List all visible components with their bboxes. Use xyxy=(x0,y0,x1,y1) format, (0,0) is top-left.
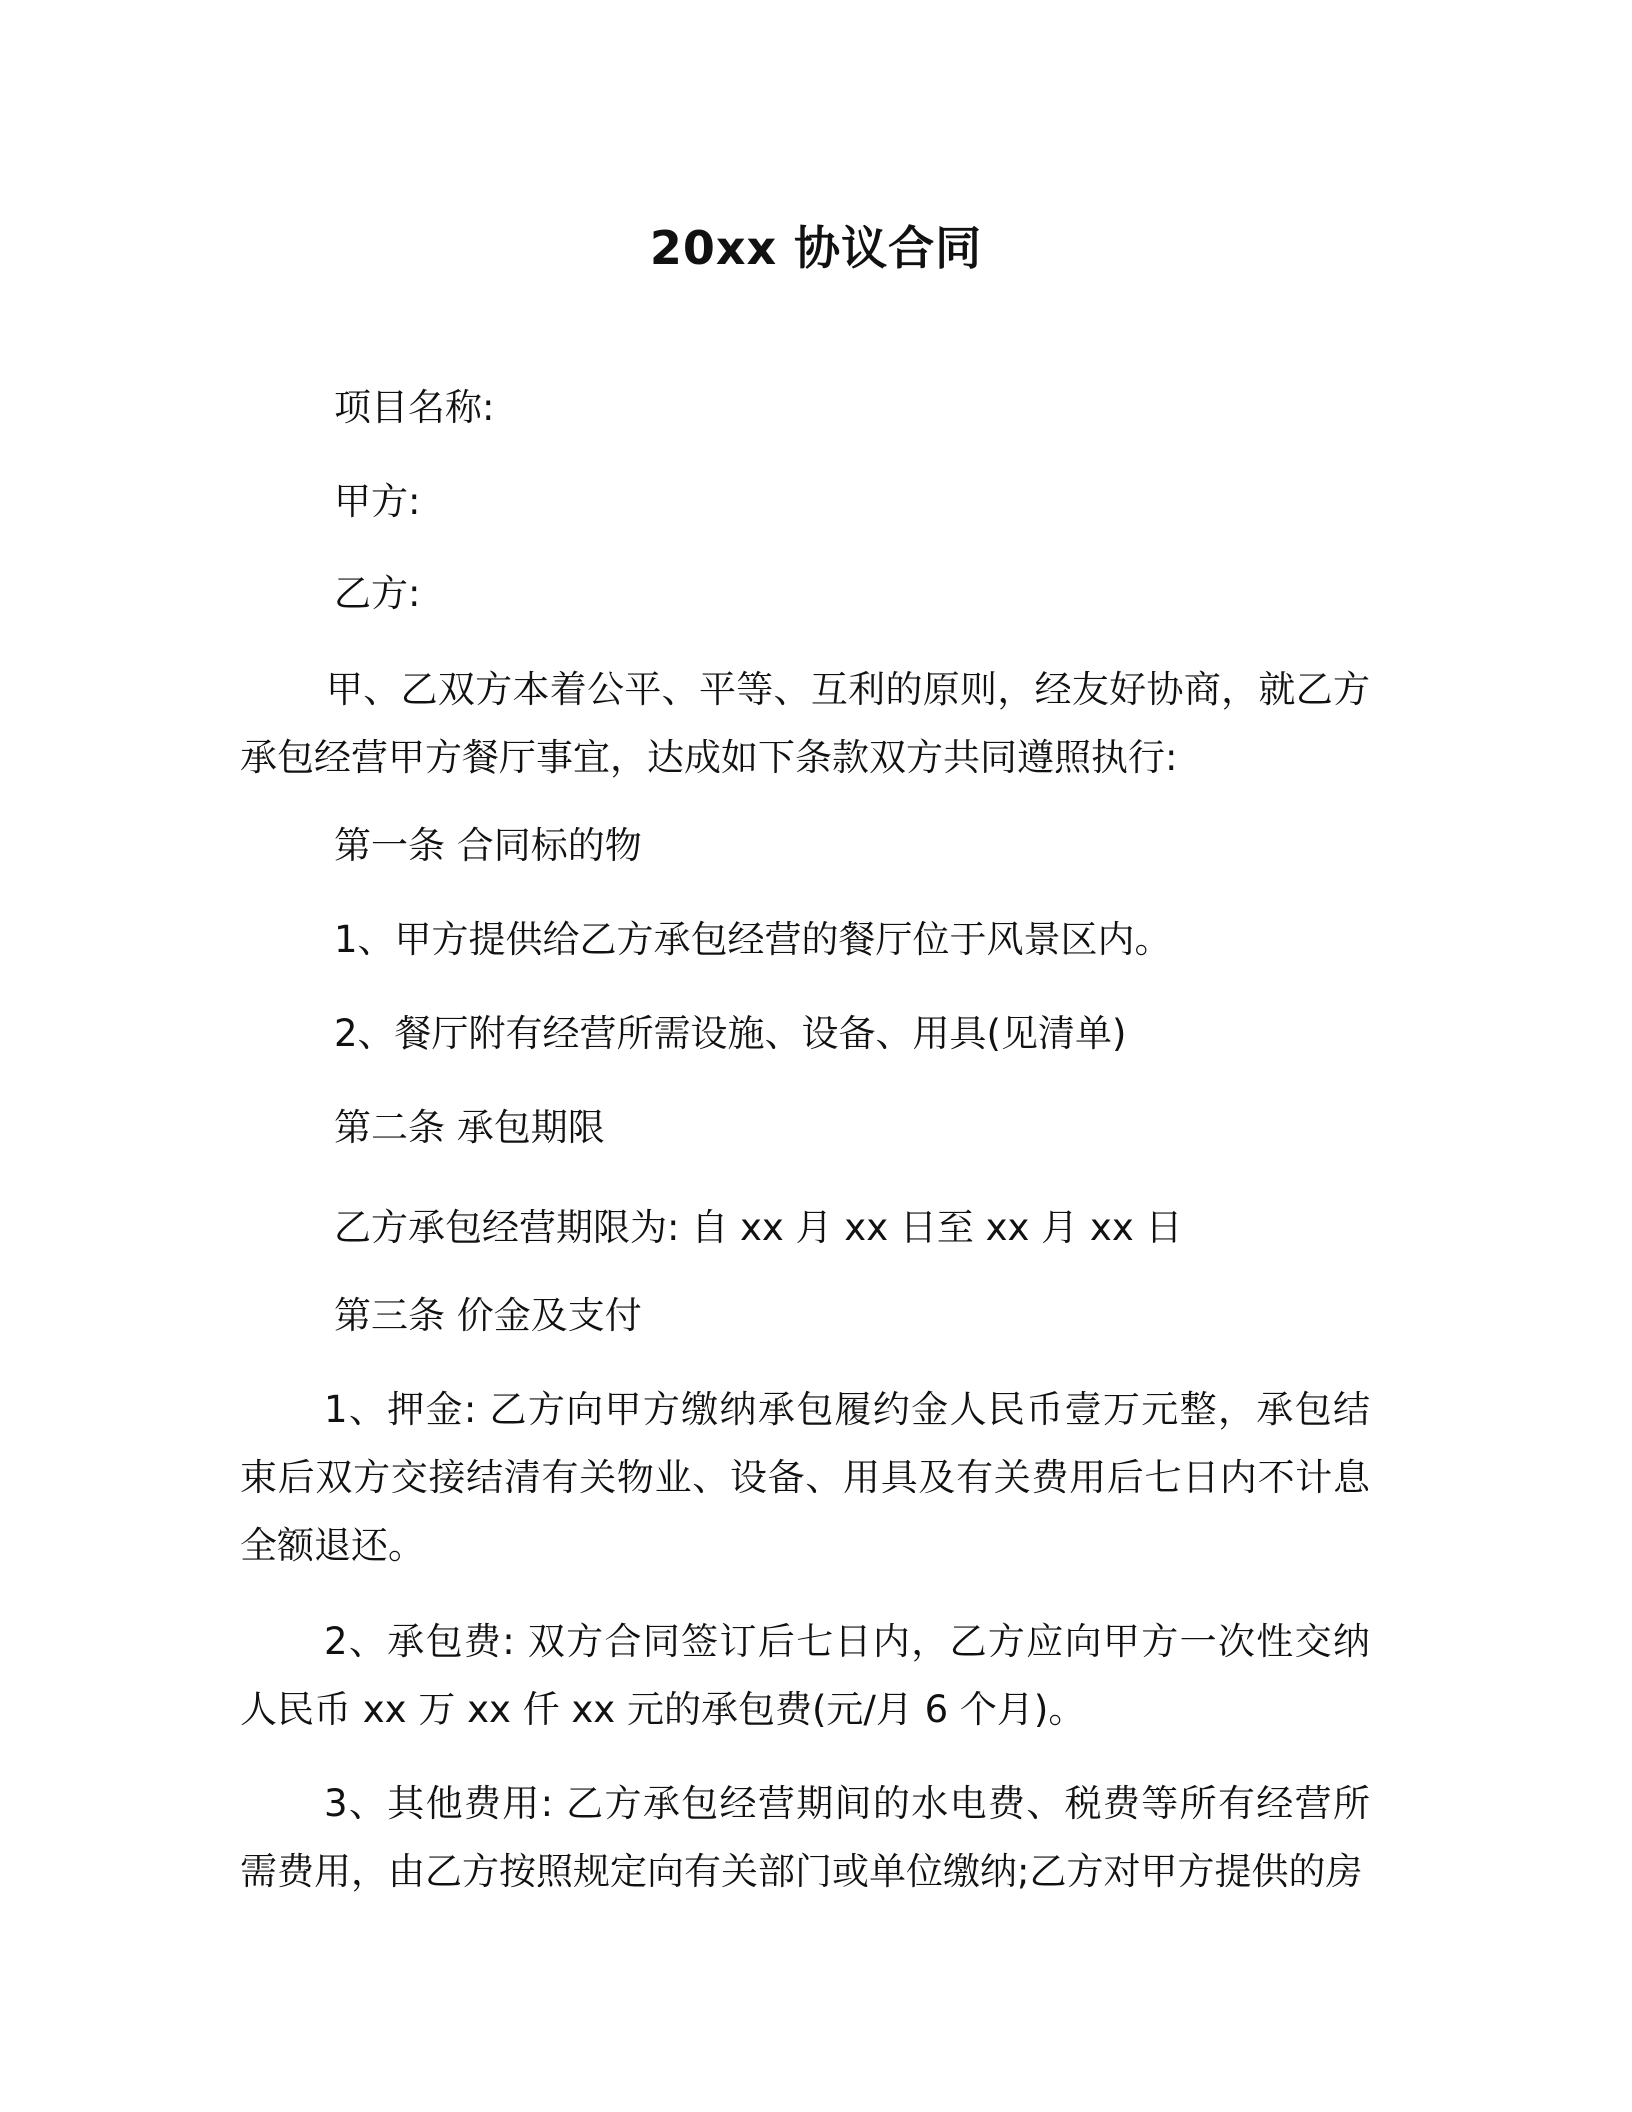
party-b-label: 乙方: xyxy=(334,572,421,615)
article-3-heading: 第三条 价金及支付 xyxy=(334,1294,642,1337)
article-3-item-2: 2、承包费: 双方合同签订后七日内，乙方应向甲方一次性交纳人民币 xx 万 xx 仟 xx 元的承包费(元/月 6 个月)。 xyxy=(240,1620,1370,1731)
document-title: 20xx 协议合同 xyxy=(649,221,983,275)
article-1-item-2: 2、餐厅附有经营所需设施、设备、用具(见清单) xyxy=(334,1012,1127,1055)
party-a-label: 甲方: xyxy=(334,480,421,523)
article-1-item-1: 1、甲方提供给乙方承包经营的餐厅位于风景区内。 xyxy=(334,918,1172,961)
article-1-heading: 第一条 合同标的物 xyxy=(334,824,642,867)
article-3-item-3: 3、其他费用: 乙方承包经营期间的水电费、税费等所有经营所需费用，由乙方按照规定向有关部门或单位缴纳;乙方对甲方提供的房 xyxy=(240,1782,1370,1893)
project-name-label: 项目名称: xyxy=(334,386,495,429)
article-3-item-1: 1、押金: 乙方向甲方缴纳承包履约金人民币壹万元整，承包结束后双方交接结清有关物业、设备、用具及有关费用后七日内不计息全额退还。 xyxy=(240,1388,1370,1567)
article-2-text: 乙方承包经营期限为: 自 xx 月 xx 日至 xx 月 xx 日 xyxy=(334,1206,1183,1249)
article-2-heading: 第二条 承包期限 xyxy=(334,1106,605,1149)
intro-paragraph: 甲、乙双方本着公平、平等、互利的原则，经友好协商，就乙方承包经营甲方餐厅事宜，达成如下条款双方共同遵照执行: xyxy=(240,668,1370,779)
